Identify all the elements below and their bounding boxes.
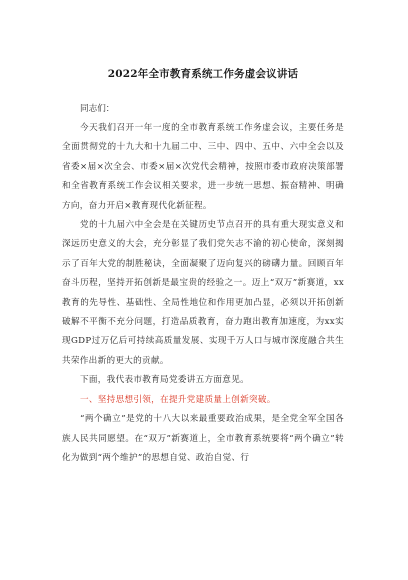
paragraph-plenum: 党的十九届六中全会是在关键历史节点召开的具有重大现实意义和深远历史意义的大会，充分彰显了我们党矢志不渝的初心使命，深刻揭示了百年大党的制胜秘诀，全面凝聚了迈向复兴的磅礴力量。回顾百年奋斗历程，坚持开拓创新是最宝贵的经验之一。迈上“双万”新赛道，xx教育的先导性、基础性、全局性地位和作用更加凸显，必须以开拓创新破解不平衡不充分问题，打造品质教育，奋力跑出教育加速度，为xx实现GDP过万亿后可持续高质量发展、实现千万人口与城市深度融合共生共荣作出新的更大的贡献。 [62, 220, 344, 366]
paragraph-opening: 今天我们召开一年一度的全市教育系统工作务虚会议，主要任务是全面贯彻党的十九大和十九届二中、三中、四中、五中、六中全会以及省委×届×次全会、市委×届×次党代会精神，按照市委市政府决策部署和全省教育系统工作会议相关要求，进一步统一思想、振奋精神、明确方向，奋力开启×教育现代化新征程。 [62, 123, 344, 211]
document-title: 2022年全市教育系统工作务虚会议讲话 [107, 68, 299, 80]
section-heading-1: 一、坚持思想引领，在提升党建质量上创新突破。 [80, 394, 276, 405]
greeting: 同志们： [80, 104, 115, 114]
paragraph-outline: 下面，我代表市教育局党委讲五方面意见。 [80, 375, 249, 386]
section-paragraph-1: “两个确立”是党的十八大以来最重要政治成果，是全党全军全国各族人民共同愿望。在“双万”新赛道上，全市教育系统要将“两个确立”转化为做到“两个维护”的思想自觉、政治自觉、行 [62, 414, 344, 463]
